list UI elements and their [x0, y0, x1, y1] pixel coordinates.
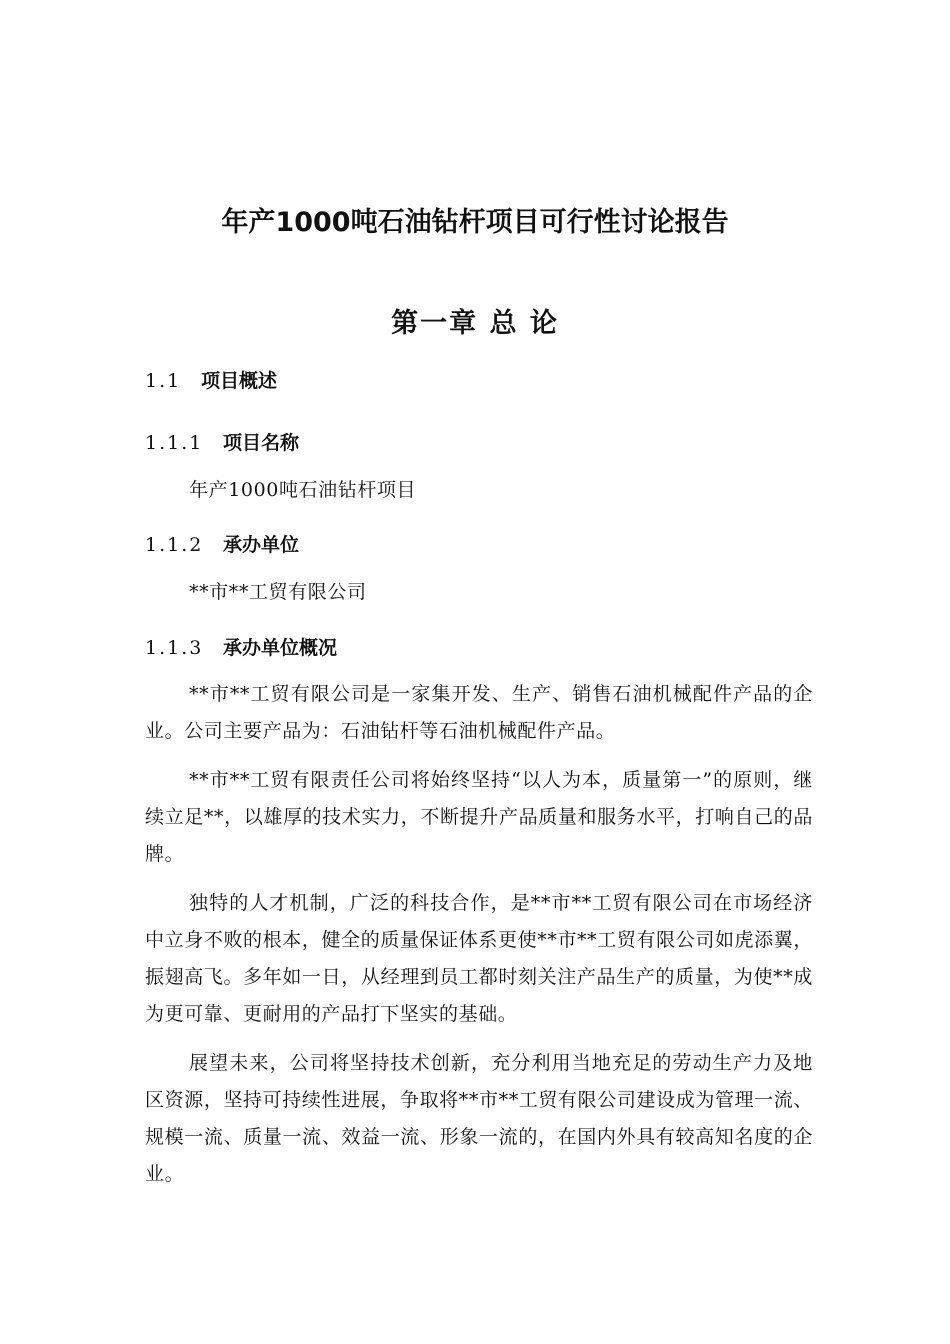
- section-heading-1-1-1: [145, 428, 299, 458]
- section-title: 项目概述: [201, 370, 278, 392]
- section-number: 1.1: [145, 370, 182, 392]
- paragraph: **市**工贸有限责任公司将始终坚持“以人为本，质量第一”的原则，继续立足**，以雄厚的技术实力，不断提升产品质量和服务水平，打响自己的品牌。: [145, 769, 813, 865]
- chapter-title: 第一章 总 论: [391, 308, 559, 339]
- organizer-text: **市**工贸有限公司: [189, 581, 367, 603]
- project-name-text: 年产1000吨石油钻杆项目: [189, 479, 417, 501]
- section-number: 1.1.2: [145, 534, 204, 556]
- paragraph: **市**工贸有限公司是一家集开发、生产、销售石油机械配件产品的企业。公司主要产品为：石油钻杆等石油机械配件产品。: [145, 683, 813, 742]
- section-title: 项目名称: [223, 432, 300, 454]
- section-number: 1.1.1: [145, 432, 204, 454]
- section-title: 承办单位: [223, 534, 300, 556]
- section-heading-1-1: [145, 366, 277, 396]
- paragraph: 展望未来，公司将坚持技术创新，充分利用当地充足的劳动生产力及地区资源，坚持可持续性进展，争取将**市**工贸有限公司建设成为管理一流、规模一流、质量一流、效益一流、形象一流的，在国内外具有较高知名度的企业。: [145, 1052, 813, 1185]
- section-number: 1.1.3: [145, 637, 204, 659]
- section-heading-1-1-2: [145, 530, 299, 560]
- document-title: 年产1000吨石油钻杆项目可行性讨论报告: [221, 207, 729, 238]
- section-title: 承办单位概况: [223, 637, 338, 659]
- section-heading-1-1-3: [145, 633, 337, 663]
- paragraph: 独特的人才机制，广泛的科技合作，是**市**工贸有限公司在市场经济中立身不败的根本，健全的质量保证体系更使**市**工贸有限公司如虎添翼，振翅高飞。多年如一日，从经理到员工都时刻关注产品生产的质量，为使**成为更可靠、更耐用的产品打下坚实的基础。: [145, 892, 813, 1025]
